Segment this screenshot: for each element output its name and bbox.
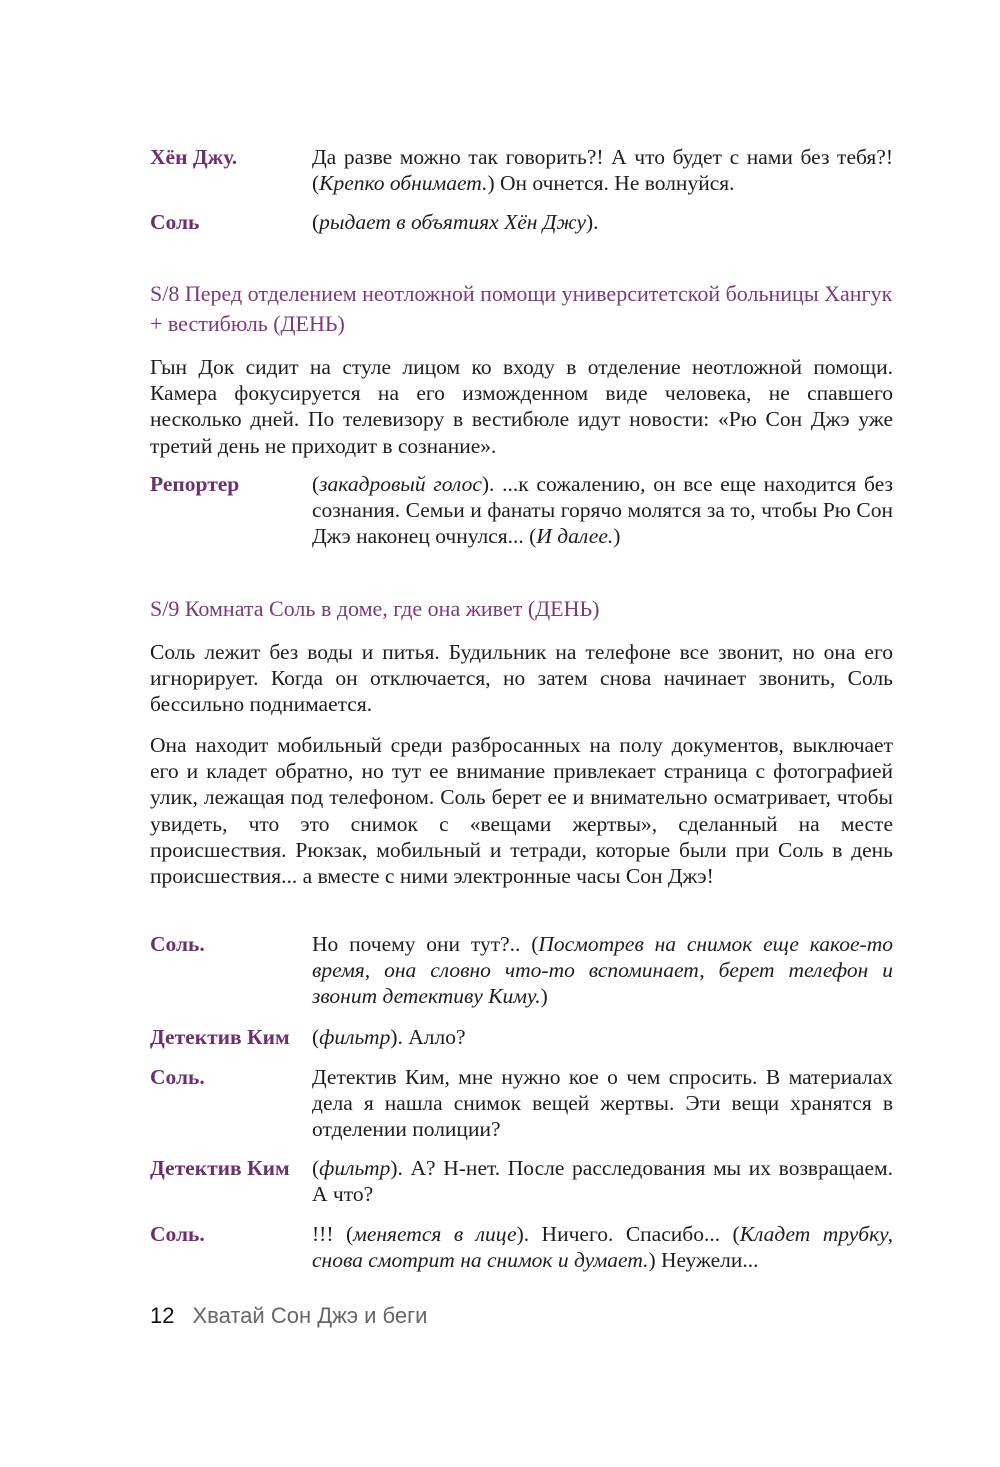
page-number: 12 bbox=[150, 1303, 175, 1328]
speaker-name: Детектив Ким bbox=[150, 1156, 290, 1180]
action-paragraph bbox=[150, 639, 893, 718]
text-segment: ). Ничего. Спасибо... ( bbox=[516, 1222, 740, 1246]
text-segment: ). Алло? bbox=[390, 1025, 466, 1049]
text-segment: Гын Док сидит на стуле лицом ко входу в отделение неотложной помощи. Камера фокусируется на его изможденном виде человека, не спавшего несколько дней. По телевизору в вестибюле идут новости: «Рю Сон Джэ уже третий день не приходит в сознание». bbox=[150, 355, 893, 458]
text-segment: ). bbox=[586, 210, 599, 234]
text-segment: ( bbox=[312, 210, 320, 234]
speaker-name: Репортер bbox=[150, 472, 240, 496]
dialogue-line bbox=[150, 209, 893, 235]
speaker-name: Соль. bbox=[150, 1222, 205, 1246]
dialogue-line bbox=[150, 1155, 893, 1207]
dialogue-text bbox=[312, 931, 893, 1010]
book-title: Хватай Сон Джэ и беги bbox=[192, 1303, 428, 1328]
dialogue-line bbox=[150, 144, 893, 196]
text-segment: Но почему они тут?.. ( bbox=[312, 932, 539, 956]
stage-direction: Кладет трубку, снова смотрит на снимок и думает. bbox=[312, 1222, 893, 1273]
scene-heading: S/9 Комната Соль в доме, где она живет (ДЕНЬ) bbox=[150, 596, 600, 621]
speaker-name: Соль. bbox=[150, 1065, 205, 1089]
dialogue-text bbox=[312, 144, 893, 196]
dialogue-line bbox=[150, 1064, 893, 1143]
dialogue-line bbox=[150, 931, 893, 1010]
speaker-name: Соль bbox=[150, 210, 200, 234]
dialogue-line bbox=[150, 471, 893, 550]
speaker-name: Хён Джу. bbox=[150, 145, 238, 169]
dialogue-line bbox=[150, 1024, 893, 1050]
text-segment: ( bbox=[312, 1025, 320, 1049]
text-segment: ( bbox=[312, 1156, 320, 1180]
text-segment: ) Неужели... bbox=[648, 1248, 759, 1273]
text-segment: !!! ( bbox=[312, 1222, 354, 1246]
stage-direction: фильтр bbox=[319, 1025, 391, 1049]
text-segment: ) bbox=[613, 524, 621, 549]
dialogue-text bbox=[312, 209, 893, 235]
scene-heading: S/8 Перед отделением неотложной помощи университетской больницы Хангук + вестибюль (ДЕНЬ) bbox=[150, 281, 893, 336]
text-segment: ). А? Н-нет. После расследования мы их возвращаем. А что? bbox=[312, 1156, 893, 1207]
stage-direction: фильтр bbox=[319, 1156, 391, 1180]
dialogue-text bbox=[312, 1064, 893, 1143]
speaker-name: Соль. bbox=[150, 932, 205, 956]
stage-direction: Посмотрев на снимок еще какое-то время, она словно что-то вспоминает, берет телефон и звонит детективу Киму. bbox=[312, 932, 893, 1009]
stage-direction: рыдает в объятиях Хён Джу bbox=[319, 210, 587, 234]
dialogue-text bbox=[312, 471, 893, 550]
text-segment: ( bbox=[312, 472, 320, 496]
text-segment: ). ...к сожалению, он все еще находится без сознания. Семьи и фанаты горячо молятся за то, чтобы Рю Сон Джэ наконец очнулся... ( bbox=[312, 472, 893, 549]
dialogue-text bbox=[312, 1155, 893, 1207]
text-segment: ) bbox=[540, 984, 548, 1009]
page-footer bbox=[150, 1303, 427, 1329]
action-paragraph bbox=[150, 732, 893, 889]
dialogue-text bbox=[312, 1221, 893, 1273]
text-segment: ) Он очнется. Не волнуйся. bbox=[487, 171, 735, 196]
stage-direction: Крепко обнимает. bbox=[319, 171, 488, 196]
speaker-name: Детектив Ким bbox=[150, 1025, 290, 1049]
stage-direction: меняется в лице bbox=[353, 1222, 517, 1246]
action-paragraph bbox=[150, 354, 893, 459]
dialogue-line bbox=[150, 1221, 893, 1273]
stage-direction: закадровый голос bbox=[319, 472, 482, 496]
text-segment: Да разве можно так говорить?! А что будет с нами без тебя?! ( bbox=[312, 145, 893, 196]
stage-direction: И далее. bbox=[536, 524, 614, 549]
text-segment: Она находит мобильный среди разбросанных на полу документов, выключает его и кладет обратно, но тут ее внимание привлекает страница с фотографией улик, лежащая под телефоном. Соль берет ее и внимательно осматривает, чтобы увидеть, что это снимок с «вещами жертвы», сделанный на месте происшествия. Рюкзак, мобильный и тетради, которые были при Соль в день происшествия... а вместе с ними электронные часы Сон Джэ! bbox=[150, 733, 893, 889]
text-segment: Соль лежит без воды и питья. Будильник на телефоне все звонит, но она его игнорирует. Когда он отключается, но затем снова начинает звонить, Соль бессильно поднимается. bbox=[150, 640, 893, 717]
dialogue-text bbox=[312, 1024, 893, 1050]
text-segment: Детектив Ким, мне нужно кое о чем спросить. В материалах дела я нашла снимок вещей жертвы. Эти вещи хранятся в отделении полиции? bbox=[312, 1065, 893, 1142]
